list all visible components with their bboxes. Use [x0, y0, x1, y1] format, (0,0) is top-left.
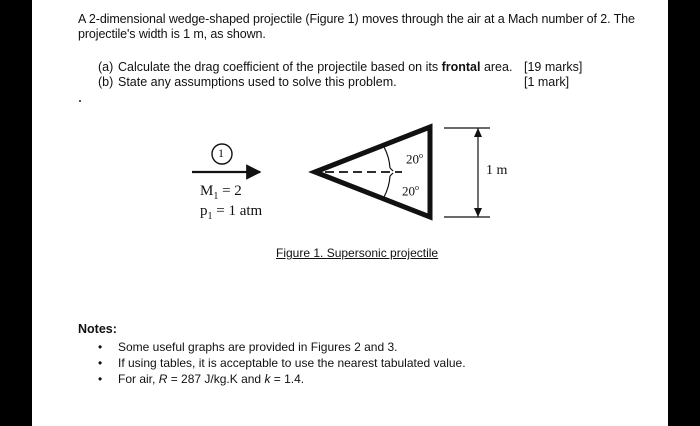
angle-top-label	[406, 148, 423, 166]
question-b-label: (b)	[98, 75, 114, 89]
figure-caption: Figure 1. Supersonic projectile	[276, 246, 439, 260]
angle-bottom-value: 20	[402, 183, 415, 199]
gas-constant-value: = 287 J/kg.K and	[167, 372, 265, 386]
mach-subscript: 1	[213, 191, 219, 202]
mach-symbol: M	[200, 183, 214, 199]
air-prefix: For air,	[118, 372, 159, 386]
note-item-1: Some useful graphs are provided in Figures 2 and 3.	[118, 340, 398, 354]
bullet-1: •	[98, 340, 103, 354]
bullet-3: •	[98, 372, 103, 386]
question-a-marks: [19 marks]	[524, 60, 583, 74]
intro-line-2: projectile's width is 1 m, as shown.	[78, 27, 266, 41]
station-label: 1	[218, 146, 224, 160]
angle-bottom-label	[402, 180, 419, 198]
pressure-subscript: 1	[207, 211, 213, 222]
question-b-marks: [1 mark]	[524, 75, 570, 89]
question-a-text-end: area.	[480, 60, 513, 74]
specific-heat-ratio-value: = 1.4.	[270, 372, 305, 386]
angle-top-value: 20	[406, 151, 419, 167]
bullet-2: •	[98, 356, 103, 370]
angle-top-degree: o	[419, 151, 423, 160]
pressure-value: = 1 atm	[212, 203, 263, 219]
question-a-text-start: Calculate the drag coefficient of the projectile based on its	[118, 60, 442, 74]
pressure-symbol: p	[200, 203, 208, 219]
note-item-2: If using tables, it is acceptable to use the nearest tabulated value.	[118, 356, 466, 370]
width-label: 1 m	[486, 163, 508, 178]
pressure-label	[200, 202, 262, 226]
dimension-arrow-top	[474, 128, 482, 137]
document-sheet	[32, 0, 668, 426]
specific-heat-ratio-symbol: k	[264, 372, 271, 386]
gas-constant-symbol: R	[158, 372, 168, 386]
angle-bottom-degree: o	[415, 183, 419, 192]
question-a-label: (a)	[98, 60, 114, 74]
intro-line-1: A 2-dimensional wedge-shaped projectile (Figure 1) moves through the air at a Mach number of 2. The	[78, 12, 635, 26]
note-item-3	[118, 372, 304, 387]
dimension-arrow-bottom	[474, 208, 482, 217]
mach-value: = 2	[218, 183, 242, 199]
notes-title: Notes:	[78, 322, 117, 336]
question-a-text-bold: frontal	[441, 60, 481, 74]
question-b-text: State any assumptions used to solve this problem.	[118, 75, 397, 89]
